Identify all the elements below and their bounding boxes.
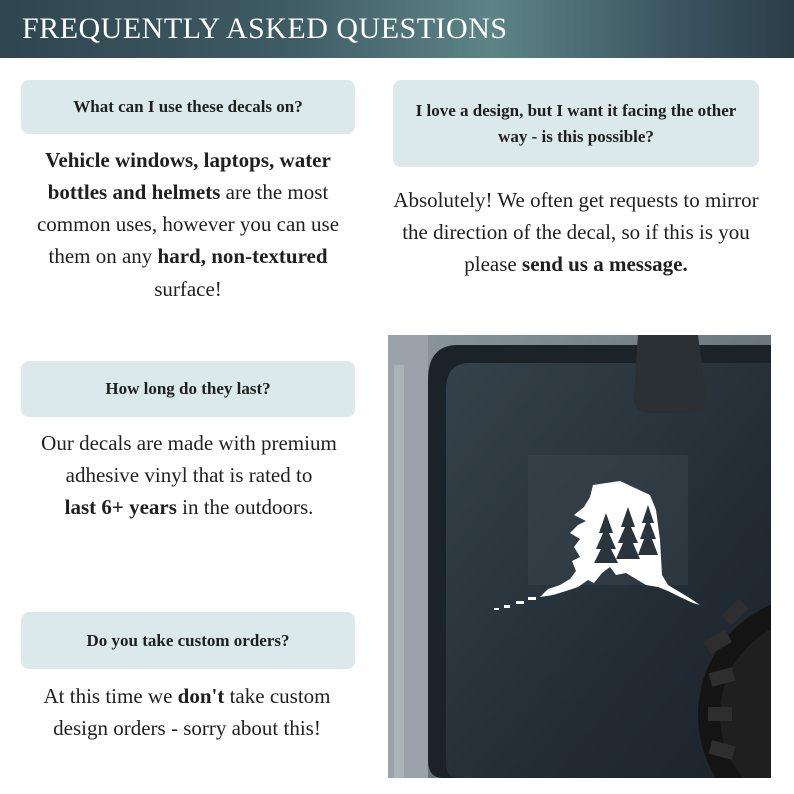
faq-answer-3 — [24, 427, 354, 523]
page-title: FREQUENTLY ASKED QUESTIONS — [22, 12, 508, 45]
faq-question-1-text: What can I use these decals on? — [73, 97, 303, 117]
faq-answer-1-text-2: surface! — [154, 276, 222, 301]
faq-answer-4-strong-1: don't — [177, 684, 225, 708]
faq-question-2-text: I love a design, but I want it facing the other way - is this possible? — [415, 101, 737, 146]
faq-answer-3-strong-1: last 6+ years — [64, 495, 177, 520]
faq-answer-3-text-1: Our decals are made with premium adhesive vinyl that is rated to — [41, 431, 337, 488]
faq-question-4-text: Do you take custom orders? — [86, 630, 290, 650]
faq-answer-1-text-1: are the most common uses, however you can use them on any — [36, 180, 340, 269]
faq-question-2 — [393, 80, 759, 167]
faq-answer-3-text-2: in the outdoors. — [176, 495, 314, 520]
faq-question-1 — [21, 80, 355, 134]
faq-answer-2 — [392, 184, 760, 280]
faq-header-banner — [0, 0, 794, 58]
faq-answer-1 — [18, 144, 358, 305]
faq-answer-2-text-1: Absolutely! We often get requests to mirror the direction of the decal, so if this is you please — [393, 188, 759, 277]
faq-answer-4-text-1: At this time we — [43, 684, 178, 708]
truck-window-illustration — [388, 335, 771, 778]
faq-question-3-text: How long do they last? — [105, 379, 271, 399]
product-photo-decal-on-window — [388, 335, 771, 778]
faq-answer-4-text-2: take custom design orders - sorry about this! — [53, 684, 331, 741]
faq-answer-1-strong-1: Vehicle windows, laptops, water bottles and helmets — [45, 148, 331, 205]
faq-question-3 — [21, 361, 355, 417]
faq-answer-4 — [32, 680, 342, 744]
faq-question-4 — [21, 612, 355, 669]
faq-answer-2-strong-1: send us a message. — [522, 252, 688, 277]
faq-answer-1-strong-2: hard, non-textured — [157, 244, 328, 269]
